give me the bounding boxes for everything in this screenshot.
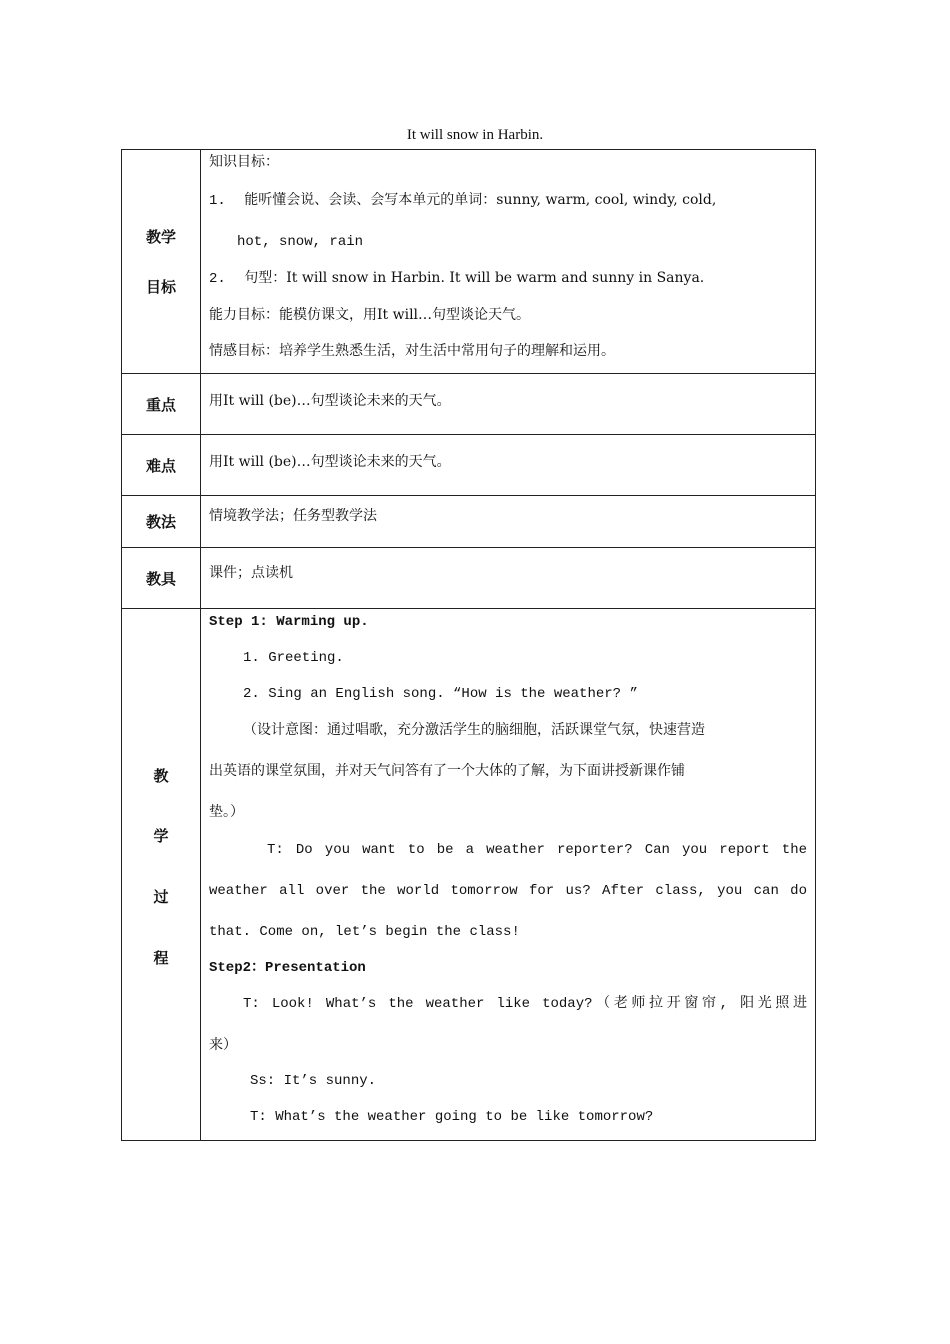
label-objectives-line2: 目标 — [145, 277, 176, 296]
step1-item-1: 1. Greeting. — [243, 650, 344, 666]
label-process-char-2: 学 — [153, 826, 169, 845]
label-process-char-4: 程 — [153, 948, 169, 967]
aids-text: 课件；点读机 — [209, 565, 293, 581]
label-process-char-3: 过 — [153, 887, 169, 906]
row-methods — [122, 496, 816, 548]
content-aids — [201, 548, 816, 609]
step2-heading: Step2：Presentation — [209, 960, 366, 976]
teacher-intro-line-1: T: Do you want to be a weather reporter? Can you report the — [267, 842, 807, 858]
row-difficulty — [122, 435, 816, 496]
methods-text: 情境教学法；任务型教学法 — [209, 507, 377, 524]
label-process-char-1: 教 — [153, 766, 169, 785]
knowledge-heading: 知识目标： — [209, 154, 279, 170]
document-title: It will snow in Harbin. — [406, 127, 544, 143]
teacher-question: T: What’s the weather going to be like tomorrow? — [250, 1109, 654, 1125]
row-process — [122, 609, 816, 1141]
label-key-point: 重点 — [122, 374, 201, 435]
content-process — [201, 609, 816, 1141]
design-intent-line-3: 垫。） — [209, 804, 244, 820]
step1-heading: Step 1: Warming up. — [209, 614, 369, 630]
difficulty-text: 用It will (be)…句型谈论未来的天气。 — [209, 454, 451, 470]
label-objectives — [122, 150, 201, 374]
teacher-look-line-2: 来） — [209, 1037, 237, 1053]
teacher-look-line-1: T: Look! What’s the weather like today?（老师拉开窗帘, 阳光照进 — [243, 996, 807, 1012]
objective-item-1: 1. 能听懂会说、会读、会写本单元的单词：sunny, warm, cool, windy, cold, — [209, 192, 717, 209]
design-intent-line-1: （设计意图：通过唱歌，充分激活学生的脑细胞，活跃课堂气氛，快速营造 — [243, 722, 705, 738]
content-objectives — [201, 150, 816, 374]
emotion-objective: 情感目标：培养学生熟悉生活，对生活中常用句子的理解和运用。 — [209, 343, 615, 359]
teacher-intro-line-3: that. Come on, let’s begin the class! — [209, 924, 520, 940]
students-answer: Ss: It’s sunny. — [250, 1073, 377, 1089]
objective-item-2: 2. 句型：It will snow in Harbin. It will be warm and sunny in Sanya. — [209, 270, 705, 287]
key-point-text: 用It will (be)…句型谈论未来的天气。 — [209, 393, 451, 409]
content-methods — [201, 496, 816, 548]
teacher-intro-line-2: weather all over the world tomorrow for us? After class, you can do — [209, 883, 807, 899]
lesson-plan-table — [121, 149, 816, 1141]
label-aids: 教具 — [122, 548, 201, 609]
content-difficulty — [201, 435, 816, 496]
row-key-point — [122, 374, 816, 435]
design-intent-line-2: 出英语的课堂氛围，并对天气问答有了一个大体的了解，为下面讲授新课作铺 — [209, 763, 685, 779]
row-objectives — [122, 150, 816, 374]
objective-item-1-cont: hot, snow, rain — [237, 234, 364, 250]
label-objectives-line1: 教学 — [145, 227, 176, 246]
label-process — [122, 609, 201, 1141]
label-methods: 教法 — [122, 496, 201, 548]
label-difficulty: 难点 — [122, 435, 201, 496]
step1-item-2: 2. Sing an English song. “How is the weather? ” — [243, 686, 638, 702]
content-key-point — [201, 374, 816, 435]
row-aids — [122, 548, 816, 609]
ability-objective: 能力目标：能模仿课文，用It will…句型谈论天气。 — [209, 307, 531, 323]
